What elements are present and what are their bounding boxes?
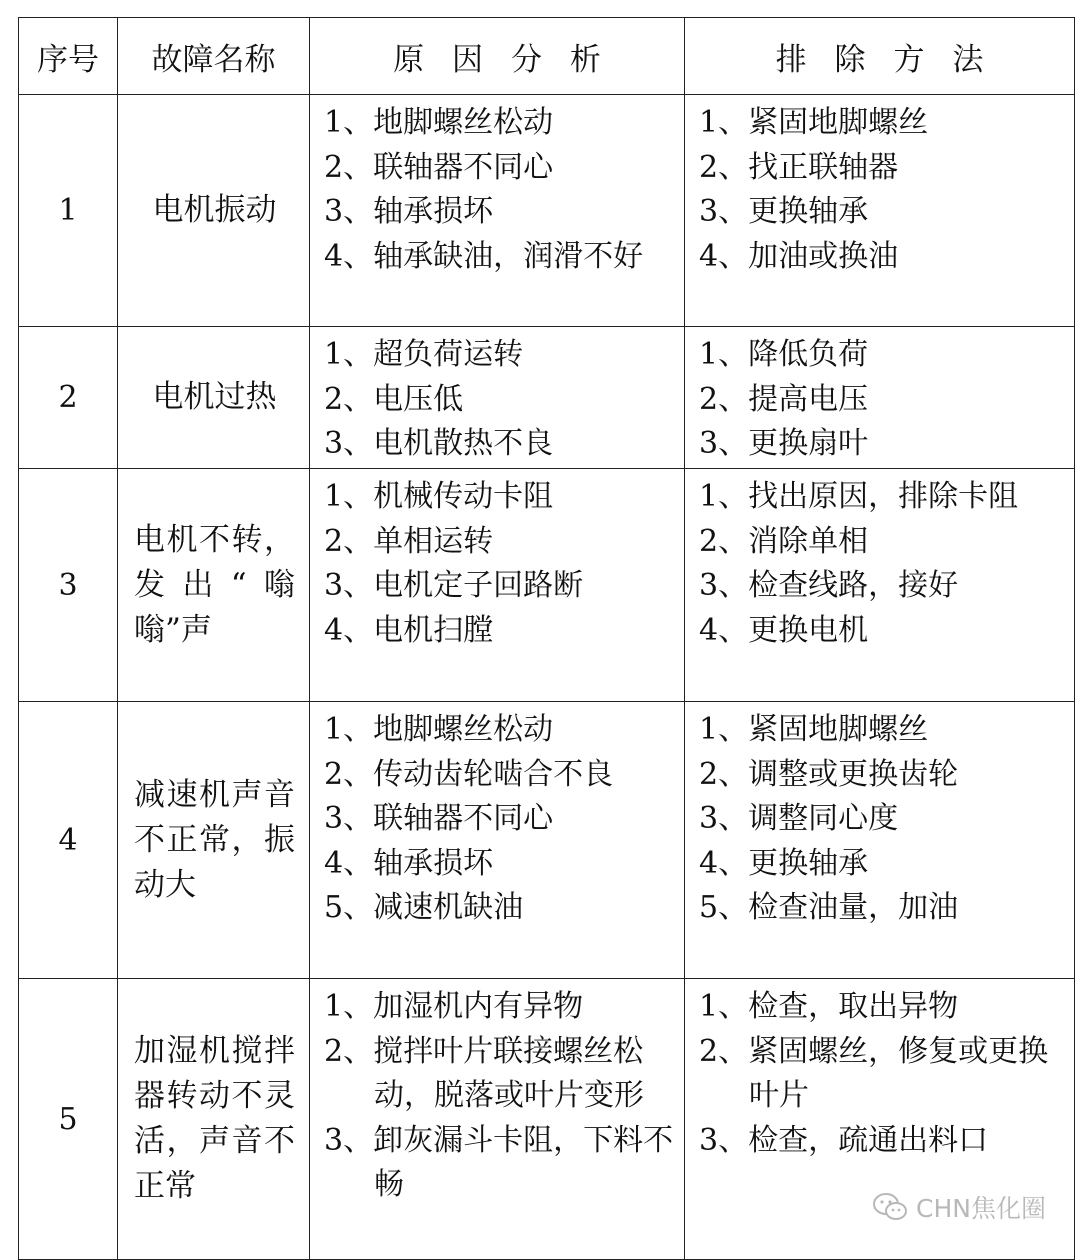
fault-name: 电机不转，发出“嗡嗡”声 bbox=[118, 469, 310, 702]
fix-item: 3、更换扇叶 bbox=[699, 426, 869, 461]
cause-item: 3、电机定子回路断 bbox=[324, 568, 584, 603]
cause-item: 3、电机散热不良 bbox=[324, 426, 554, 461]
header-name: 故障名称 bbox=[118, 18, 310, 95]
watermark-text: CHN焦化圈 bbox=[916, 1194, 1046, 1223]
cause-cell bbox=[310, 95, 685, 327]
row-seq: 5 bbox=[19, 979, 118, 1260]
fix-item: 4、加油或换油 bbox=[699, 238, 899, 274]
row-seq: 3 bbox=[19, 469, 118, 702]
cause-item: 4、轴承缺油，润滑不好 bbox=[324, 238, 644, 274]
cause-cell bbox=[310, 327, 685, 469]
cause-cell bbox=[310, 702, 685, 979]
fix-item: 1、找出原因，排除卡阻 bbox=[699, 479, 1019, 514]
cause-item: 2、联轴器不同心 bbox=[324, 149, 554, 185]
cause-item: 4、电机扫膛 bbox=[324, 612, 494, 648]
row-seq: 1 bbox=[19, 95, 118, 327]
cause-item: 5、减速机缺油 bbox=[324, 890, 524, 925]
row-seq: 4 bbox=[19, 702, 118, 979]
fix-item: 2、紧固螺丝，修复或更换叶片 bbox=[699, 1033, 1049, 1113]
fix-item: 1、降低负荷 bbox=[699, 337, 869, 372]
fix-item: 2、调整或更换齿轮 bbox=[699, 756, 959, 792]
cause-list bbox=[324, 333, 676, 467]
fault-troubleshooting-table bbox=[18, 17, 1075, 1260]
fix-cell bbox=[685, 95, 1075, 327]
fix-item: 2、消除单相 bbox=[699, 523, 869, 559]
cause-item: 3、卸灰漏斗卡阻，下料不畅 bbox=[324, 1122, 674, 1202]
table-row bbox=[19, 327, 1075, 469]
fix-item: 4、更换轴承 bbox=[699, 845, 869, 881]
fault-name: 电机过热 bbox=[118, 327, 310, 469]
fix-item: 5、检查油量，加油 bbox=[699, 890, 959, 925]
cause-item: 2、传动齿轮啮合不良 bbox=[324, 756, 614, 792]
cause-list bbox=[324, 475, 676, 653]
cause-item: 4、轴承损坏 bbox=[324, 845, 494, 881]
cause-cell bbox=[310, 469, 685, 702]
header-fix-label: 排除方法 bbox=[775, 41, 1012, 78]
cause-item: 1、地脚螺丝松动 bbox=[324, 105, 554, 140]
fault-name: 加湿机搅拌器转动不灵活，声音不正常 bbox=[118, 979, 310, 1260]
wechat-icon bbox=[872, 1192, 908, 1222]
fix-item: 3、检查线路，接好 bbox=[699, 568, 959, 603]
fix-cell bbox=[685, 469, 1075, 702]
watermark bbox=[872, 1189, 1046, 1225]
fix-item: 3、调整同心度 bbox=[699, 801, 899, 836]
fix-item: 1、检查，取出异物 bbox=[699, 989, 959, 1024]
fix-item: 2、提高电压 bbox=[699, 381, 869, 417]
cause-item: 2、单相运转 bbox=[324, 523, 494, 559]
fix-item: 2、找正联轴器 bbox=[699, 149, 899, 185]
cause-item: 1、加湿机内有异物 bbox=[324, 989, 584, 1024]
fix-item: 3、更换轴承 bbox=[699, 194, 869, 229]
fix-cell bbox=[685, 702, 1075, 979]
header-cause-label: 原因分析 bbox=[393, 41, 629, 78]
header-seq: 序号 bbox=[19, 18, 118, 95]
fix-cell bbox=[685, 327, 1075, 469]
fix-list bbox=[699, 475, 1066, 653]
cause-item: 3、轴承损坏 bbox=[324, 194, 494, 229]
fix-list bbox=[699, 985, 1066, 1163]
fix-item: 4、更换电机 bbox=[699, 612, 869, 648]
fault-name: 电机振动 bbox=[118, 95, 310, 327]
cause-list bbox=[324, 708, 676, 931]
cause-item: 2、搅拌叶片联接螺丝松动，脱落或叶片变形 bbox=[324, 1033, 644, 1113]
fix-list bbox=[699, 101, 1066, 279]
row-seq: 2 bbox=[19, 327, 118, 469]
cause-cell bbox=[310, 979, 685, 1260]
cause-item: 2、电压低 bbox=[324, 381, 464, 417]
fix-list bbox=[699, 333, 1066, 467]
fix-item: 1、紧固地脚螺丝 bbox=[699, 105, 929, 140]
cause-list bbox=[324, 985, 676, 1208]
header-row bbox=[19, 18, 1075, 95]
cause-item: 1、地脚螺丝松动 bbox=[324, 712, 554, 747]
cause-item: 1、机械传动卡阻 bbox=[324, 479, 554, 514]
fix-item: 3、检查，疏通出料口 bbox=[699, 1122, 989, 1158]
table-row bbox=[19, 469, 1075, 702]
header-fix bbox=[685, 18, 1075, 95]
fix-list bbox=[699, 708, 1066, 931]
cause-item: 3、联轴器不同心 bbox=[324, 801, 554, 836]
header-cause bbox=[310, 18, 685, 95]
fix-item: 1、紧固地脚螺丝 bbox=[699, 712, 929, 747]
table-row bbox=[19, 95, 1075, 327]
cause-list bbox=[324, 101, 676, 279]
fault-name: 减速机声音不正常，振动大 bbox=[118, 702, 310, 979]
table-row bbox=[19, 702, 1075, 979]
cause-item: 1、超负荷运转 bbox=[324, 337, 524, 372]
